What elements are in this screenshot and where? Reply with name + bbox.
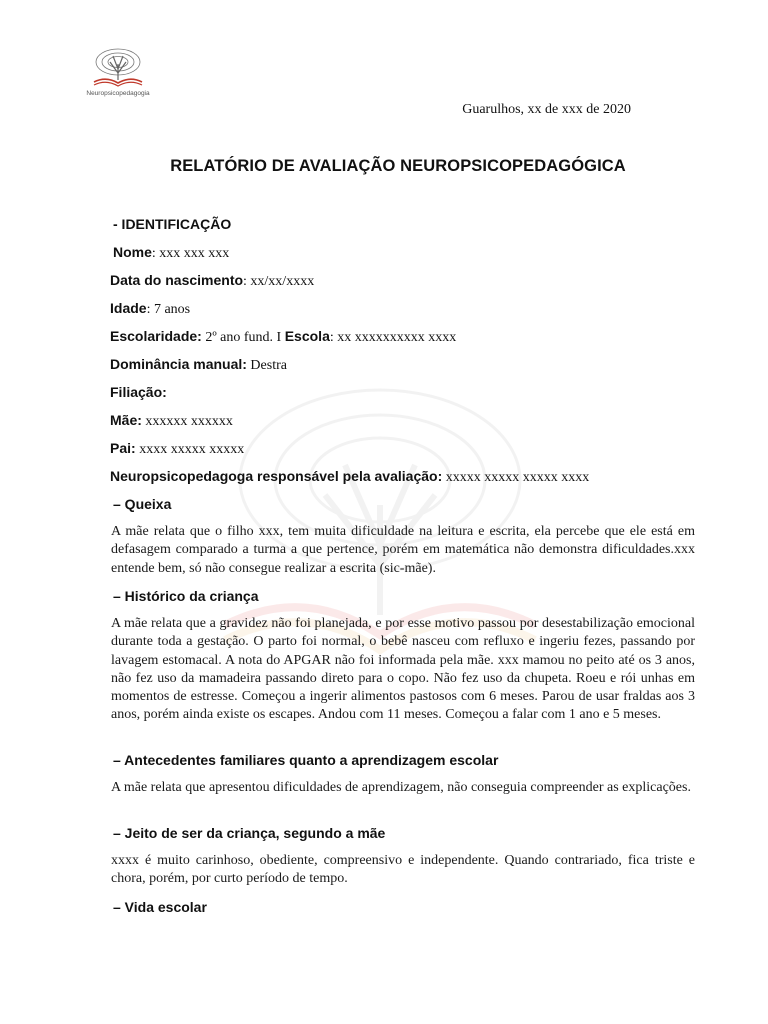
identificacao-heading: - IDENTIFICAÇÃO — [113, 216, 232, 232]
company-logo — [76, 46, 160, 102]
vida-escolar-heading: – Vida escolar — [113, 899, 207, 915]
nome-value: : xxx xxx xxx — [151, 246, 230, 261]
escolaridade-label: Escolaridade: — [110, 328, 202, 344]
nascimento-value: : xx/xx/xxxx — [243, 274, 315, 289]
jeito-heading: – Jeito de ser da criança, segundo a mãe — [113, 825, 386, 841]
mae-label: Mãe: — [110, 412, 142, 428]
nascimento-label: Data do nascimento — [110, 272, 244, 288]
field-idade — [110, 300, 190, 318]
field-escolaridade — [110, 328, 456, 346]
field-pai — [110, 440, 244, 458]
field-nascimento — [110, 272, 314, 290]
escola-value: : xx xxxxxxxxxx xxxx — [329, 330, 457, 345]
logo-text: Neuropsicopedagogia — [86, 90, 150, 97]
responsavel-value: xxxxx xxxxx xxxxx xxxx — [442, 470, 590, 485]
queixa-text: A mãe relata que o filho xxx, tem muita dificuldade na leitura e escrita, ela percebe que ele está em defasagem comparado a turma a que pertence, porém em matemática não demonstra dificuldades.xxx entende bem, só não consegue realizar a escrita (sic-mãe). — [111, 524, 695, 576]
escola-label: Escola — [284, 328, 330, 344]
filiacao-label: Filiação: — [110, 384, 167, 400]
idade-value: : 7 anos — [146, 302, 191, 317]
dominancia-value: Destra — [246, 358, 287, 373]
report-title: RELATÓRIO DE AVALIAÇÃO NEUROPSICOPEDAGÓGICA — [170, 157, 626, 175]
queixa-heading: – Queixa — [113, 496, 172, 512]
field-responsavel — [110, 468, 589, 486]
jeito-text: xxxx é muito carinhoso, obediente, compreensivo e independente. Quando contrariado, fica triste e chora, porém, por curto período de tempo. — [111, 853, 695, 887]
escolaridade-value: 2º ano fund. I — [201, 330, 285, 345]
historico-text: A mãe relata que a gravidez não foi planejada, e por esse motivo passou por desestabilização emocional durante toda a gestação. O parto foi normal, o bebê nasceu com refluxo e ingeriu fezes, passando por lavagem estomacal. A nota do APGAR não foi informada pela mãe. xxx mamou no peito até os 3 anos, não fez uso da mamadeira passando direto para o copo. Não fez uso da chupeta. Roeu e rói unhas em momentos de estresse. Começou a ingerir alimentos pastosos com 6 meses. Parou de usar fraldas aos 3 anos, porém ainda existe os escapes. Andou com 11 meses. Começou a falar com 1 ano e 5 meses. — [111, 616, 695, 723]
responsavel-label: Neuropsicopedagoga responsável pela avaliação: — [110, 468, 443, 484]
mae-value: xxxxxx xxxxxx — [141, 414, 233, 429]
pai-value: xxxx xxxxx xxxxx — [135, 442, 245, 457]
date-line: Guarulhos, xx de xxx de 2020 — [462, 102, 631, 117]
tree-book-icon — [76, 46, 160, 90]
nome-label: Nome — [113, 244, 152, 260]
idade-label: Idade — [110, 300, 147, 316]
antecedentes-text: A mãe relata que apresentou dificuldades de aprendizagem, não conseguia compreender as explicações. — [111, 780, 691, 795]
field-nome — [113, 244, 229, 262]
pai-label: Pai: — [110, 440, 136, 456]
field-dominancia — [110, 356, 287, 374]
dominancia-label: Dominância manual: — [110, 356, 247, 372]
historico-heading: – Histórico da criança — [113, 588, 259, 604]
antecedentes-heading: – Antecedentes familiares quanto a aprendizagem escolar — [113, 752, 499, 768]
field-filiacao — [110, 384, 167, 402]
field-mae — [110, 412, 233, 430]
